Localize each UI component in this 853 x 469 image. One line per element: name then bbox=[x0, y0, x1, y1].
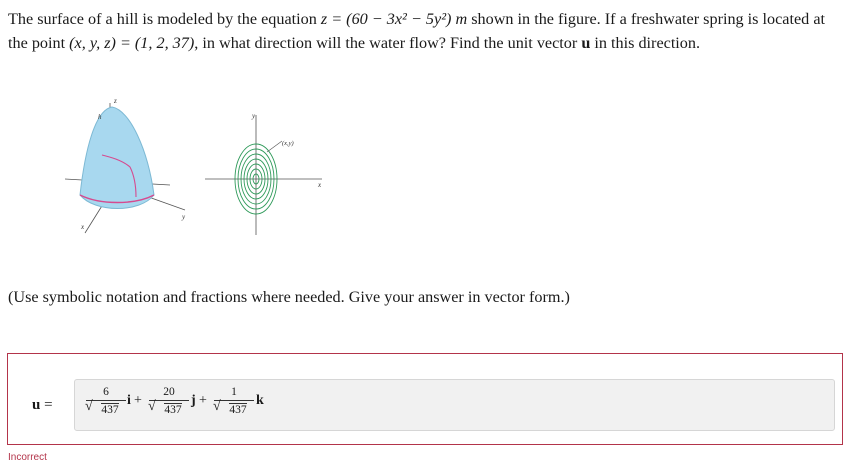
denominator-i: 437 bbox=[101, 404, 119, 416]
contour-point-label: (x,y) bbox=[282, 140, 294, 147]
question-part-4: in this direction. bbox=[590, 34, 701, 52]
answer-label bbox=[32, 397, 53, 414]
plus-2: + bbox=[199, 393, 207, 408]
point: (x, y, z) = (1, 2, 37) bbox=[69, 34, 195, 52]
equals-sign: = bbox=[44, 397, 53, 413]
denominator-j: 437 bbox=[164, 404, 182, 416]
h-label: h bbox=[98, 113, 102, 121]
question-part-1: The surface of a hill is modeled by the equation bbox=[8, 10, 321, 28]
surface-plot bbox=[65, 97, 186, 233]
contour-x-label: x bbox=[318, 181, 322, 189]
numerator-i: 6 bbox=[103, 386, 109, 398]
answer-box bbox=[7, 353, 843, 445]
hill-figure bbox=[60, 95, 340, 245]
unit-i: i bbox=[127, 393, 131, 408]
z-axis-label: z bbox=[114, 97, 117, 105]
fraction-j bbox=[149, 385, 189, 417]
fraction-i bbox=[86, 385, 126, 417]
vector-symbol: u bbox=[581, 34, 591, 52]
question-text bbox=[8, 7, 848, 55]
plus-1: + bbox=[134, 393, 142, 408]
contour-y-label: y bbox=[252, 112, 256, 120]
numerator-k: 1 bbox=[231, 386, 237, 398]
fraction-k bbox=[214, 385, 254, 417]
answer-input[interactable] bbox=[74, 379, 835, 431]
status-text: Incorrect bbox=[8, 452, 47, 463]
question-part-2: shown in the figure. If a freshwater spring is located at the point bbox=[8, 10, 825, 52]
numerator-j: 20 bbox=[163, 386, 175, 398]
y-axis-label: y bbox=[182, 213, 186, 221]
u-symbol: u bbox=[32, 397, 41, 413]
unit-k: k bbox=[256, 393, 264, 408]
equation: z = (60 − 3x² − 5y²) m bbox=[320, 10, 468, 28]
instructions: (Use symbolic notation and fractions where needed. Give your answer in vector form.) bbox=[8, 288, 570, 306]
contour-plot bbox=[205, 112, 322, 235]
unit-j: j bbox=[191, 393, 196, 408]
denominator-k: 437 bbox=[229, 404, 247, 416]
x-axis-label: x bbox=[81, 223, 85, 231]
question-part-3: , in what direction will the water flow? Find the unit vector bbox=[194, 34, 582, 52]
